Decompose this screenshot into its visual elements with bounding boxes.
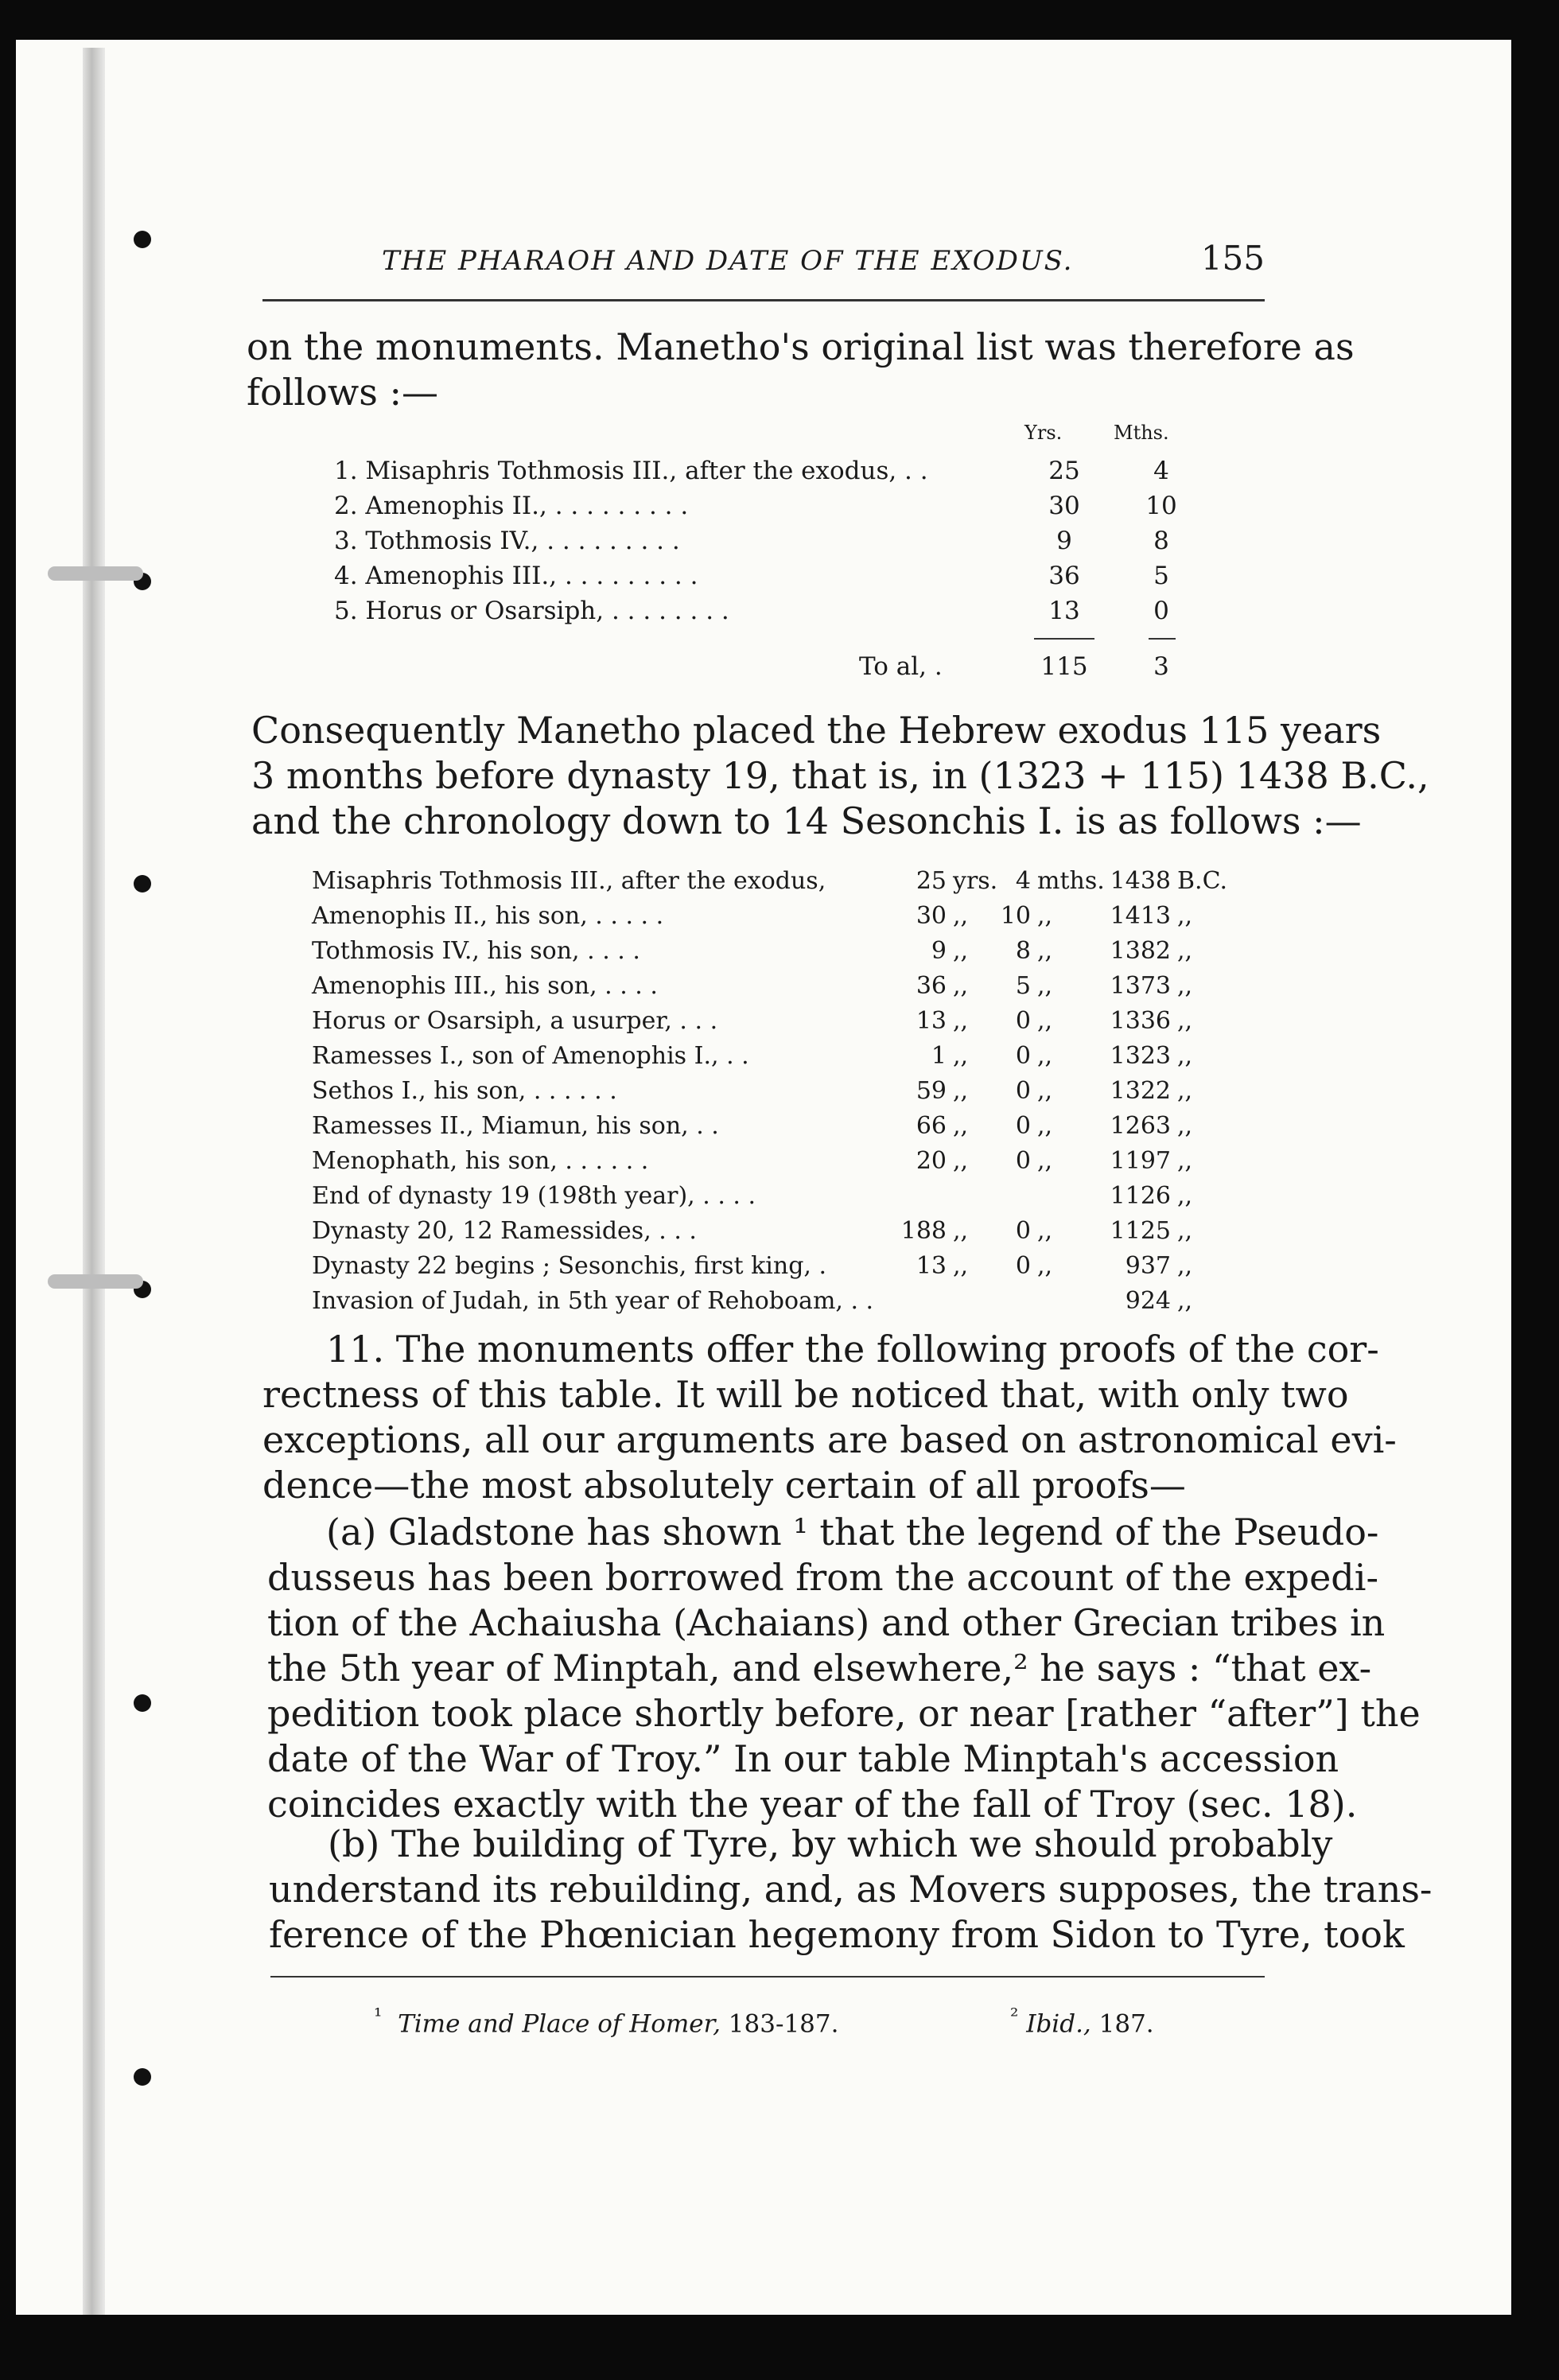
text-line: follows :— [247,371,438,414]
total-row [334,652,1209,684]
row-years-unit: ,, [953,972,969,1000]
row-date-unit: ,, [1177,1252,1193,1280]
text-line: (b) The building of Tyre, by which we should probably [328,1822,1333,1865]
row-years-unit: ,, [953,1007,969,1035]
table-row [312,902,1234,937]
row-date: 1125 [1110,1217,1171,1245]
row-label: 2. Amenophis II., . . . . . . . . . [334,492,689,520]
header-rule [262,299,1265,301]
text-line: and the chronology down to 14 Sesonchis I. is as follows :— [251,799,1362,842]
row-months-unit: ,, [1037,1112,1053,1140]
row-date-unit: ,, [1177,972,1193,1000]
row-months-unit: mths. [1037,867,1105,895]
row-years: 36 [1048,562,1080,590]
row-years-unit: ,, [953,1252,969,1280]
row-years: 25 [916,867,947,895]
running-header [382,239,1265,278]
table-row [334,527,1209,558]
table-row [312,1112,1234,1147]
text-line: (a) Gladstone has shown ¹ that the legend of the Pseudo- [326,1511,1379,1554]
row-years-unit: ,, [953,1217,969,1245]
row-date-unit: ,, [1177,1217,1193,1245]
row-years-unit: ,, [953,1042,969,1070]
footnote-title: Time and Place of Homer, [398,2009,721,2039]
section-11-paragraph [262,1327,1397,1508]
row-date-unit: ,, [1177,1112,1193,1140]
row-date-unit: ,, [1177,1042,1193,1070]
table-row [334,457,1209,488]
row-months-unit: ,, [1037,1042,1053,1070]
row-years: 9 [1056,527,1072,555]
row-months: 10 [1000,902,1031,930]
footnote-1 [374,2005,838,2038]
chronology-intro-paragraph [251,708,1429,844]
text-line: understand its rebuilding, and, as Movers supposes, the trans- [269,1868,1433,1911]
binding-hole [134,875,151,892]
row-years: 30 [1048,492,1080,520]
row-label: End of dynasty 19 (198th year), . . . . [312,1182,756,1210]
paragraph-a [267,1510,1421,1827]
table-row [312,1077,1234,1112]
row-months: 0 [1015,1147,1031,1175]
row-date-unit: ,, [1177,1147,1193,1175]
row-months-unit: ,, [1037,1007,1053,1035]
row-label: Amenophis III., his son, . . . . [312,972,658,1000]
row-years: 1 [931,1042,947,1070]
row-date: 1413 [1110,902,1171,930]
row-months: 0 [1015,1042,1031,1070]
table-row [334,492,1209,523]
row-months: 4 [1153,457,1169,485]
binding-strip [83,48,105,2315]
row-label: Misaphris Tothmosis III., after the exodus, [312,867,826,895]
footnote-pages: 187. [1098,2009,1154,2039]
row-label: Dynasty 20, 12 Ramessides, . . . [312,1217,697,1245]
table-row [334,562,1209,593]
row-label: 1. Misaphris Tothmosis III., after the exodus, . . [334,457,928,485]
row-months: 0 [1015,1217,1031,1245]
row-years: 20 [916,1147,947,1175]
row-date: 1382 [1110,937,1171,965]
row-date: 1197 [1110,1147,1171,1175]
table-row [312,1042,1234,1077]
page-number: 155 [1200,239,1265,278]
row-months-unit: ,, [1037,1147,1053,1175]
row-months-unit: ,, [1037,902,1053,930]
running-head-title: THE PHARAOH AND DATE OF THE EXODUS. [382,245,1074,277]
sum-rule-months [1149,638,1176,640]
row-months: 0 [1015,1077,1031,1105]
col-header-mths: Mths. [1114,422,1169,444]
row-months: 0 [1015,1007,1031,1035]
binding-tie [48,566,143,581]
table-row [334,597,1209,628]
row-label: Ramesses II., Miamun, his son, . . [312,1112,719,1140]
row-date-unit: ,, [1177,1077,1193,1105]
binding-hole [134,1694,151,1712]
footnote-marker: ¹ [374,2005,383,2028]
row-years-unit: ,, [953,1077,969,1105]
row-years: 13 [1048,597,1080,625]
footnote-pages: 183-187. [728,2009,839,2039]
row-years: 25 [1048,457,1080,485]
row-date-unit: ,, [1177,902,1193,930]
row-label: Horus or Osarsiph, a usurper, . . . [312,1007,718,1035]
table-row [312,937,1234,972]
row-label: Sethos I., his son, . . . . . . [312,1077,617,1105]
row-date: 1323 [1110,1042,1171,1070]
text-line: on the monuments. Manetho's original list was therefore as [247,325,1355,368]
row-months: 0 [1015,1252,1031,1280]
binding-tie [48,1274,143,1289]
row-months: 4 [1015,867,1031,895]
text-line: 11. The monuments offer the following proofs of the cor- [326,1328,1379,1371]
footnote-marker: ² [1010,2005,1019,2028]
row-date: 1438 [1110,867,1171,895]
text-line: ference of the Phœnician hegemony from Sidon to Tyre, took [269,1913,1405,1956]
row-months-unit: ,, [1037,1077,1053,1105]
row-label: Menophath, his son, . . . . . . [312,1147,649,1175]
text-line: the 5th year of Minptah, and elsewhere,² he says : “that ex- [267,1647,1372,1690]
row-years: 13 [916,1007,947,1035]
table-row [312,1182,1234,1217]
intro-paragraph [247,325,1355,415]
row-years: 13 [916,1252,947,1280]
row-years-unit: ,, [953,902,969,930]
row-years-unit: ,, [953,1112,969,1140]
text-line: 3 months before dynasty 19, that is, in (1323 + 115) 1438 B.C., [251,754,1429,797]
row-years: 59 [916,1077,947,1105]
row-years-unit: ,, [953,937,969,965]
row-date-unit: ,, [1177,1287,1193,1315]
row-label: 3. Tothmosis IV., . . . . . . . . . [334,527,680,555]
row-months-unit: ,, [1037,1252,1053,1280]
row-label: Invasion of Judah, in 5th year of Rehoboam, . . [312,1287,874,1315]
binding-hole [134,2068,151,2086]
row-months: 8 [1153,527,1169,555]
text-line: rectness of this table. It will be noticed that, with only two [262,1373,1349,1416]
row-date-unit: ,, [1177,1007,1193,1035]
row-months: 0 [1015,1112,1031,1140]
row-label: 5. Horus or Osarsiph, . . . . . . . . [334,597,729,625]
footnote-title: Ibid., [1026,2009,1091,2039]
row-months-unit: ,, [1037,937,1053,965]
row-years: 9 [931,937,947,965]
text-line: exceptions, all our arguments are based on astronomical evi- [262,1418,1397,1461]
row-date-unit: B.C. [1177,867,1228,895]
footnote-2 [1010,2005,1154,2038]
text-line: dusseus has been borrowed from the account of the expedi- [267,1556,1379,1599]
row-date-unit: ,, [1177,1182,1193,1210]
text-line: Consequently Manetho placed the Hebrew exodus 115 years [251,709,1382,752]
sum-rule-years [1034,638,1094,640]
table-row [312,1252,1234,1287]
row-years: 188 [900,1217,947,1245]
row-months: 0 [1153,597,1169,625]
row-date: 1126 [1110,1182,1171,1210]
total-years: 115 [1040,652,1088,681]
footnote-rule [270,1976,1265,1978]
row-label: Dynasty 22 begins ; Sesonchis, first king, . [312,1252,827,1280]
text-line: coincides exactly with the year of the fall of Troy (sec. 18). [267,1783,1358,1826]
row-label: 4. Amenophis III., . . . . . . . . . [334,562,698,590]
row-years: 36 [916,972,947,1000]
row-months: 10 [1145,492,1177,520]
row-date: 1336 [1110,1007,1171,1035]
row-years: 30 [916,902,947,930]
row-months: 5 [1153,562,1169,590]
row-date: 1263 [1110,1112,1171,1140]
row-date: 924 [1125,1287,1171,1315]
paragraph-b [269,1822,1433,1958]
row-months: 5 [1015,972,1031,1000]
table-row [312,867,1234,902]
row-months-unit: ,, [1037,972,1053,1000]
row-date-unit: ,, [1177,937,1193,965]
text-line: pedition took place shortly before, or near [rather “after”] the [267,1692,1421,1735]
row-date: 937 [1125,1252,1171,1280]
text-line: date of the War of Troy.” In our table Minptah's accession [267,1737,1339,1780]
row-date: 1373 [1110,972,1171,1000]
row-months-unit: ,, [1037,1217,1053,1245]
table-row [312,1007,1234,1042]
total-months: 3 [1153,652,1169,681]
row-label: Tothmosis IV., his son, . . . . [312,937,640,965]
text-line: tion of the Achaiusha (Achaians) and other Grecian tribes in [267,1601,1386,1644]
binding-hole [134,231,151,248]
row-years-unit: ,, [953,1147,969,1175]
row-label: Amenophis II., his son, . . . . . [312,902,664,930]
row-years: 66 [916,1112,947,1140]
table-row [312,972,1234,1007]
text-line: dence—the most absolutely certain of all proofs— [262,1464,1186,1507]
row-years-unit: yrs. [953,867,998,895]
row-label: Ramesses I., son of Amenophis I., . . [312,1042,749,1070]
total-label: To al, . [859,652,943,681]
table-row [312,1147,1234,1182]
row-date: 1322 [1110,1077,1171,1105]
table-row [312,1287,1234,1322]
col-header-yrs: Yrs. [1024,422,1063,444]
table-row [312,1217,1234,1252]
row-months: 8 [1015,937,1031,965]
